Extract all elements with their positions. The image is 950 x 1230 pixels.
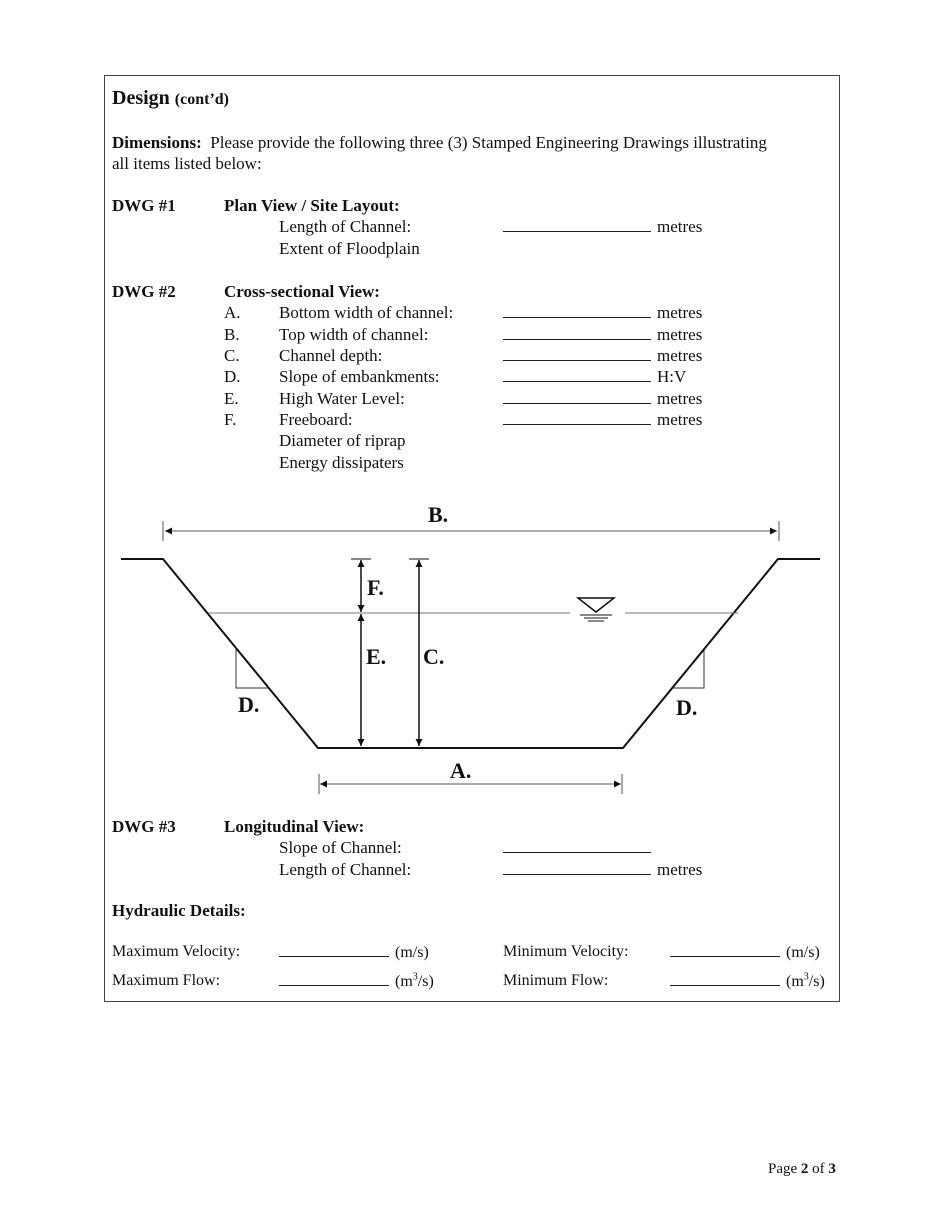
dwg1-item-label: Extent of Floodplain (279, 239, 420, 258)
blank-line[interactable] (670, 942, 780, 957)
blank-line[interactable] (503, 838, 651, 853)
dwg2-letter: D. (224, 367, 241, 386)
dwg2-item-label: High Water Level: (279, 389, 405, 408)
min-flow-field[interactable] (670, 971, 825, 992)
unit-text: metres (657, 217, 703, 236)
unit-text: (m/s) (395, 944, 429, 961)
dwg2-item-label: Slope of embankments: (279, 367, 440, 386)
dwg3-title: Longitudinal View: (224, 817, 365, 836)
dwg3-id: DWG #3 (112, 817, 176, 836)
channel-outline (121, 559, 820, 748)
min-velocity-label: Minimum Velocity: (503, 943, 629, 960)
dwg2-title: Cross-sectional View: (224, 282, 380, 301)
unit-text: metres (657, 346, 703, 365)
dwg3-item-label: Length of Channel: (279, 860, 412, 879)
dimensions-line2: all items listed below: (112, 154, 262, 173)
water-level-icon (578, 598, 614, 621)
label-f: F. (367, 575, 384, 600)
min-flow-label: Minimum Flow: (503, 972, 609, 989)
hydraulic-title: Hydraulic Details: (112, 901, 246, 920)
label-a: A. (450, 758, 472, 783)
max-flow-field[interactable] (279, 971, 434, 992)
unit-text: $(m^3/s)$ (786, 971, 825, 990)
unit-text: metres (657, 389, 703, 408)
label-e: E. (366, 644, 387, 669)
label-c: C. (423, 644, 445, 669)
slope-channel-field[interactable] (503, 838, 657, 858)
dwg2-letter: A. (224, 303, 241, 322)
unit-text: H:V (657, 367, 687, 386)
dwg2-id: DWG #2 (112, 282, 176, 301)
dwg2-item-label: Diameter of riprap (279, 431, 406, 450)
dimensions-label: Dimensions: (112, 133, 202, 152)
dwg2-item-label: Bottom width of channel: (279, 303, 454, 322)
dwg1-title: Plan View / Site Layout: (224, 196, 400, 215)
max-flow-label: Maximum Flow: (112, 972, 221, 989)
page-number: Page 2 of 3 (768, 1161, 836, 1177)
section-title-text: Design (112, 87, 170, 109)
label-b: B. (428, 502, 449, 527)
unit-text: (m/s) (786, 944, 820, 961)
length-channel-field[interactable] (503, 860, 702, 880)
section-subtitle: (cont’d) (174, 91, 230, 108)
dwg2-letter: F. (224, 410, 237, 429)
unit-text: metres (657, 325, 703, 344)
dwg2-letter: B. (224, 325, 240, 344)
label-d-left: D. (238, 692, 260, 717)
blank-line[interactable] (503, 860, 651, 875)
dwg2-item-label: Channel depth: (279, 346, 383, 365)
max-velocity-label: Maximum Velocity: (112, 943, 241, 960)
unit-text: $(m^3/s)$ (395, 971, 434, 990)
label-d-right: D. (676, 695, 698, 720)
blank-line[interactable] (279, 971, 389, 986)
unit-text: metres (657, 410, 703, 429)
dwg1-id: DWG #1 (112, 196, 176, 215)
dwg2-letter: C. (224, 346, 240, 365)
unit-text: metres (657, 303, 703, 322)
dwg1-item-label: Length of Channel: (279, 217, 412, 236)
dwg2-item-label: Top width of channel: (279, 325, 429, 344)
dwg2-letter: E. (224, 389, 239, 408)
blank-line[interactable] (670, 971, 780, 986)
min-velocity-field[interactable] (670, 942, 820, 963)
max-velocity-field[interactable] (279, 942, 429, 963)
dwg2-item-label: Freeboard: (279, 410, 353, 429)
blank-line[interactable] (279, 942, 389, 957)
dimensions-text: Please provide the following three (3) Stamped Engineering Drawings illustrating (210, 133, 767, 152)
dwg2-item-label: Energy dissipaters (279, 453, 404, 472)
dwg3-item-label: Slope of Channel: (279, 838, 402, 857)
unit-text: metres (657, 860, 703, 879)
